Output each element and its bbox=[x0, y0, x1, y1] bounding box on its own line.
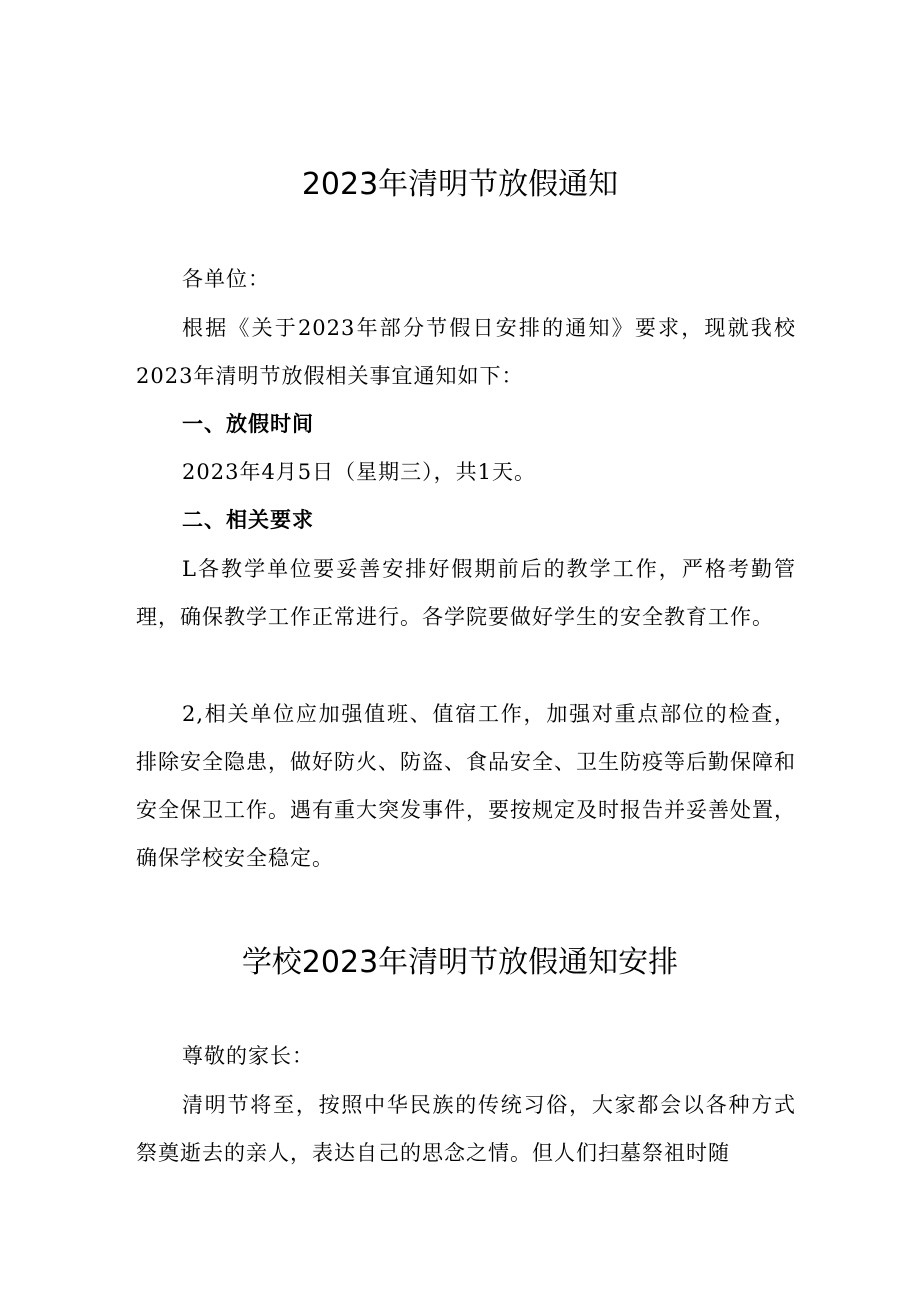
section-heading-holiday-time: 一、放假时间 bbox=[182, 412, 314, 436]
requirement-2: 2,相关单位应加强值班、值宿工作，加强对重点部位的检查，排除安全隐患，做好防火、防盗、食品安全、卫生防疫等后勤保障和安全保卫工作。遇有重大突发事件，要按规定及时报告并妥善处置，确保学校安全稳定。 bbox=[136, 702, 796, 870]
intro-paragraph: 根据《关于2023年部分节假日安排的通知》要求，现就我校2023年清明节放假相关事宜通知如下： bbox=[136, 316, 796, 388]
second-salutation: 尊敬的家长： bbox=[182, 1044, 314, 1068]
requirement-1: L各教学单位要妥善安排好假期前后的教学工作，严格考勤管理，确保教学工作正常进行。各学院要做好学生的安全教育工作。 bbox=[136, 557, 796, 629]
document-title: 2023年清明节放假通知 bbox=[301, 167, 619, 202]
section-heading-requirements: 二、相关要求 bbox=[182, 508, 314, 532]
holiday-time-text: 2023年4月5日（星期三），共1天。 bbox=[182, 460, 537, 484]
second-body-paragraph: 清明节将至，按照中华民族的传统习俗，大家都会以各种方式祭奠逝去的亲人，表达自己的思念之情。但人们扫墓祭祖时随 bbox=[136, 1093, 796, 1165]
second-document-title: 学校2023年清明节放假通知安排 bbox=[241, 945, 679, 980]
salutation: 各单位： bbox=[182, 267, 270, 291]
